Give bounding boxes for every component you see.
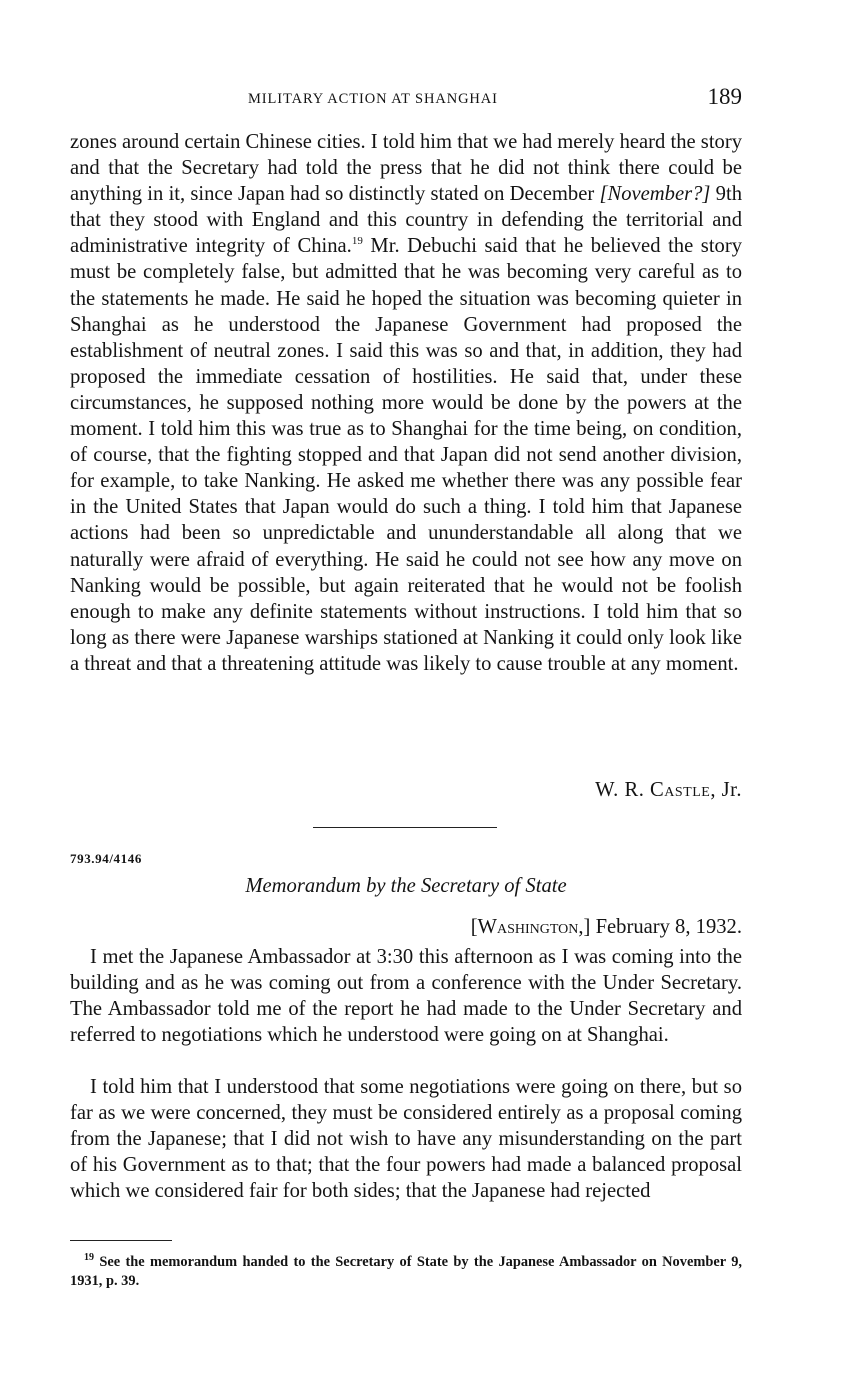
footnote-marker: 19	[84, 1252, 94, 1264]
footnote-reference: 19	[351, 235, 363, 248]
running-title: MILITARY ACTION AT SHANGHAI	[248, 91, 498, 107]
footnote	[70, 1253, 742, 1291]
page-number: 189	[707, 84, 742, 109]
dateline-place: [Washington,]	[470, 916, 591, 938]
memorandum-title: Memorandum by the Secretary of State	[245, 875, 567, 897]
memorandum-paragraph-1: I met the Japanese Ambassador at 3:30 this afternoon as I was coming into the building and as he was coming out from a conference with the Under Secretary. The Ambassador told me of the report he had made to the Under Secretary and referred to negotiations which he understood were going on at Shanghai.	[70, 946, 742, 1047]
footnote-text: See the memorandum handed to the Secretary of State by the Japanese Ambassador on November 9, 1931, p. 39.	[70, 1254, 742, 1289]
letter-text-mid: 9th that they stood with England and this country in defending the territorial and administrative integrity of China.	[70, 183, 742, 258]
running-header	[70, 84, 742, 114]
file-number: 793.94/4146	[70, 851, 142, 866]
dateline	[471, 916, 742, 939]
editorial-insert: [November?]	[599, 183, 711, 206]
letter-text-start: zones around certain Chinese cities. I told him that we had merely heard the story and that the Secretary had told the press that he did not think there could be anything in it, since Japan had so distinctly stated on December	[70, 131, 742, 206]
letter-paragraph	[70, 129, 742, 677]
footnote-rule	[70, 1240, 172, 1241]
signature-initials: W. R.	[595, 779, 651, 801]
memorandum-paragraph-2: I told him that I understood that some negotiations were going on there, but so far as we were concerned, they must be considered entirely as a proposal coming from the Japanese; that I did not wish to have any misunderstanding on the part of his Government as to that; that the four powers had made a balanced proposal which we considered fair for both sides; that the Japanese had rejected	[70, 1076, 742, 1203]
section-divider	[313, 827, 497, 828]
signature	[595, 779, 742, 802]
signature-surname: Castle	[650, 779, 711, 801]
dateline-date: February 8, 1932.	[590, 916, 742, 938]
signature-suffix: , Jr.	[710, 779, 742, 801]
letter-text-end: Mr. Debuchi said that he believed the story must be completely false, but admitted that he was becoming very careful as to the statements he made. He said he hoped the situation was becoming quieter in Shanghai as he understood the Japanese Government had proposed the establishment of neutral zones. I said this was so and that, in addition, they had proposed the immediate cessation of hostilities. He said that, under these circumstances, he supposed nothing more would be done by the powers at the moment. I told him this was true as to Shanghai for the time being, on condition, of course, that the fighting stopped and that Japan did not send another division, for example, to take Nanking. He asked me whether there was any possible fear in the United States that Japan would do such a thing. I told him that Japanese actions had been so unpredictable and ununderstandable all along that we naturally were afraid of everything. He said he could not see how any move on Nanking would be possible, but again reiterated that he would not be foolish enough to make any definite statements without instructions. I told him that so long as there were Japanese warships stationed at Nanking it could only look like a threat and that a threatening attitude was likely to cause trouble at any moment.	[70, 235, 742, 675]
